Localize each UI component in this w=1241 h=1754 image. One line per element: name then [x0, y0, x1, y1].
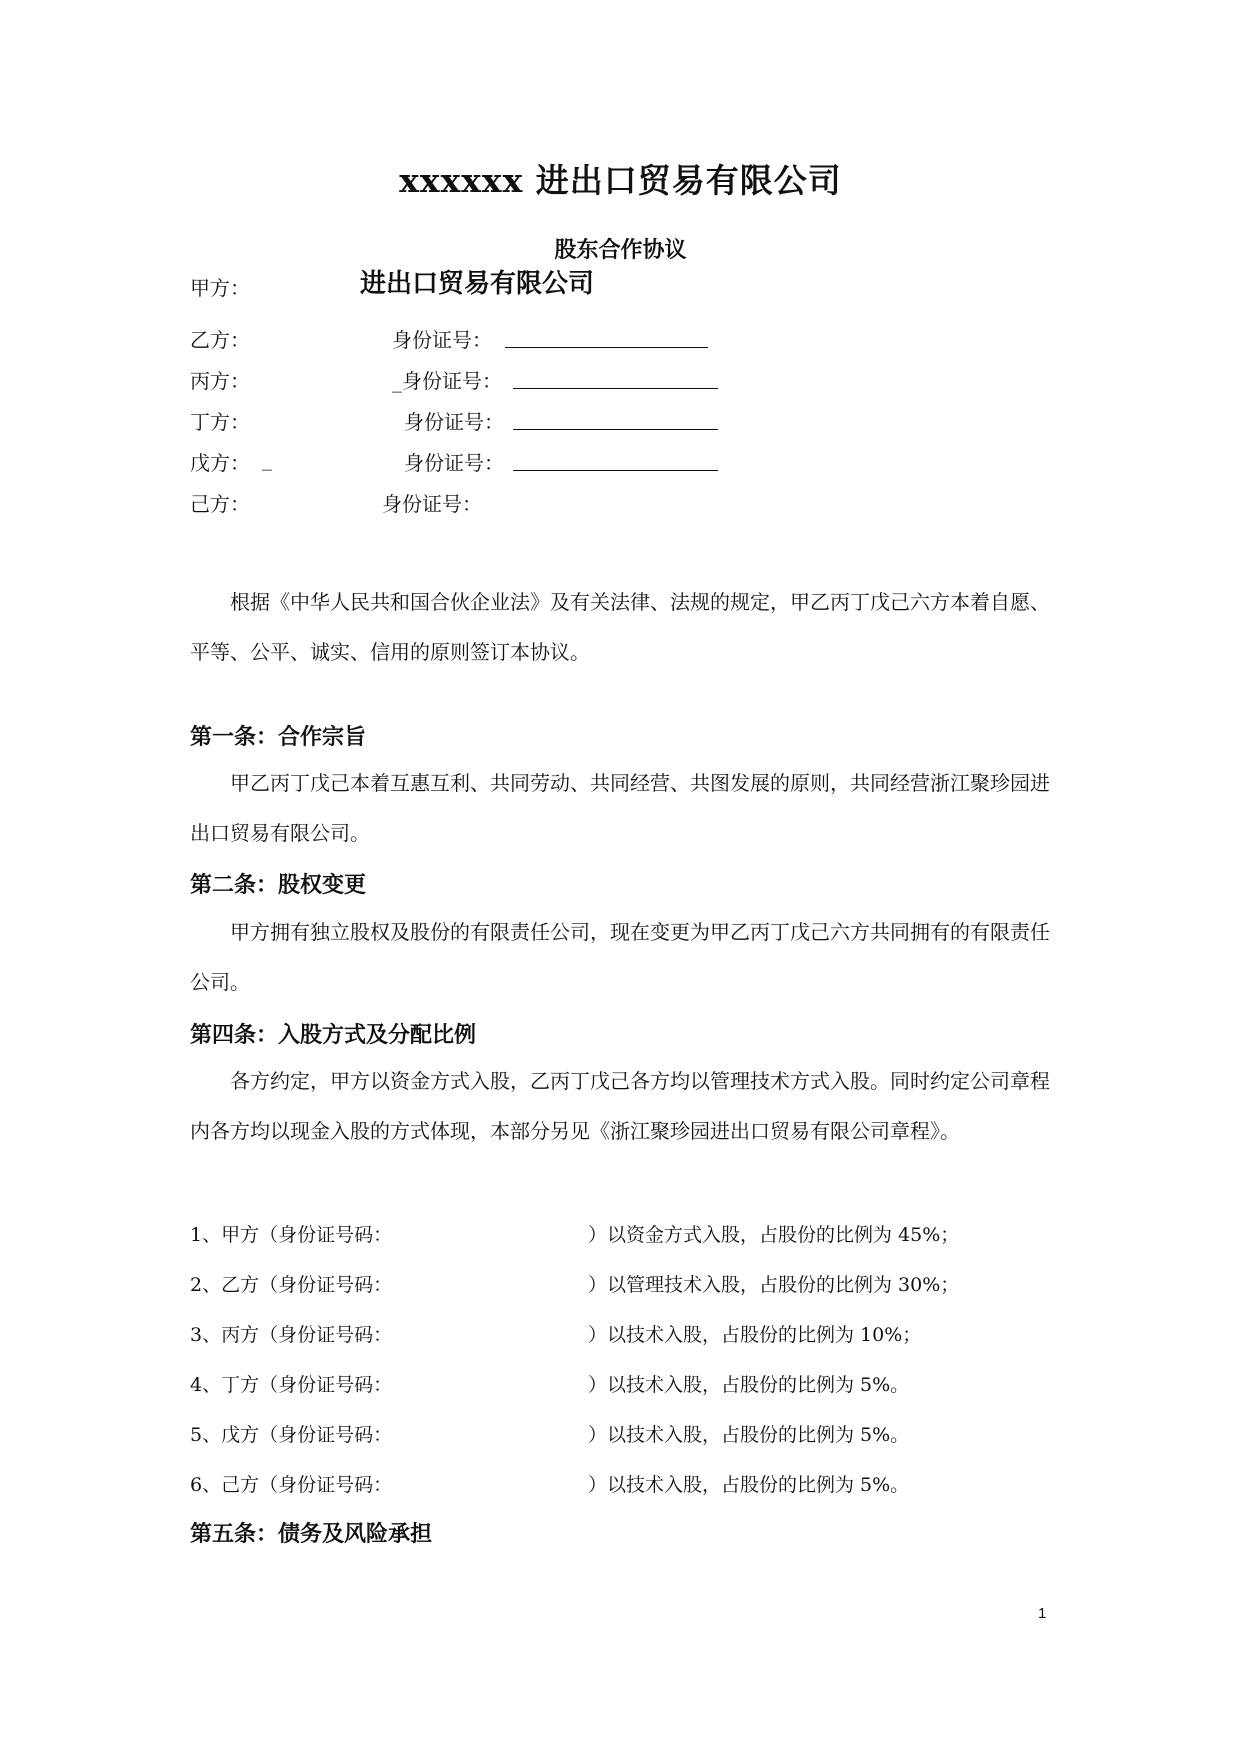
section-2-body: 甲方拥有独立股权及股份的有限责任公司，现在变更为甲乙丙丁戊己六方共同拥有的有限责任公司。 — [190, 920, 1050, 994]
party-d-id-blank — [513, 407, 718, 430]
section-5-heading: 第五条：债务及风险承担 — [190, 1521, 433, 1547]
share-row-1-left: 1、甲方（身份证号码： — [190, 1224, 393, 1246]
share-row-6-right: ）以技术入股，占股份的比例为 5%。 — [588, 1474, 910, 1496]
page-number: 1 — [1038, 1605, 1047, 1622]
party-e-marker: _ — [262, 447, 272, 471]
party-d-label: 丁方： — [190, 410, 250, 434]
party-c-id-blank — [513, 366, 718, 389]
intro-paragraph: 根据《中华人民共和国合伙企业法》及有关法律、法规的规定，甲乙丙丁戊己六方本着自愿、平等、公平、诚实、信用的原则签订本协议。 — [190, 590, 1050, 664]
share-row-5-left: 5、戊方（身份证号码： — [190, 1424, 393, 1446]
party-c-label: 丙方： — [190, 369, 250, 393]
party-e-label: 戊方： — [190, 451, 250, 475]
share-row-5-right: ）以技术入股，占股份的比例为 5%。 — [588, 1424, 910, 1446]
share-row-2-right: ）以管理技术入股，占股份的比例为 30%； — [588, 1274, 960, 1296]
section-1-heading: 第一条：合作宗旨 — [190, 724, 367, 750]
section-2-heading: 第二条：股权变更 — [190, 872, 367, 898]
party-b-id-blank — [505, 325, 708, 348]
document-subtitle: 股东合作协议 — [554, 237, 687, 263]
party-b-label: 乙方： — [190, 328, 250, 352]
section-4-body: 各方约定，甲方以资金方式入股，乙丙丁戊己各方均以管理技术方式入股。同时约定公司章程内各方均以现金入股的方式体现，本部分另见《浙江聚珍园进出口贸易有限公司章程》。 — [190, 1069, 1050, 1143]
section-1-body: 甲乙丙丁戊己本着互惠互利、共同劳动、共同经营、共图发展的原则，共同经营浙江聚珍园进出口贸易有限公司。 — [190, 771, 1050, 845]
section-4-heading: 第四条：入股方式及分配比例 — [190, 1022, 477, 1048]
party-f-id-label: 身份证号： — [382, 492, 482, 516]
party-a-name: 进出口贸易有限公司 — [360, 269, 595, 299]
party-f-label: 己方： — [190, 492, 250, 516]
party-a-label: 甲方： — [190, 276, 250, 300]
party-e-id-label: 身份证号： — [404, 451, 504, 475]
share-row-2-left: 2、乙方（身份证号码： — [190, 1274, 393, 1296]
party-e-id-blank — [513, 448, 718, 471]
share-row-4-left: 4、丁方（身份证号码： — [190, 1374, 393, 1396]
document-title: xxxxxx 进出口贸易有限公司 — [399, 161, 842, 200]
party-b-id-label: 身份证号： — [392, 328, 492, 352]
share-row-1-right: ）以资金方式入股，占股份的比例为 45%； — [588, 1224, 960, 1246]
share-row-4-right: ）以技术入股，占股份的比例为 5%。 — [588, 1374, 910, 1396]
share-row-3-left: 3、丙方（身份证号码： — [190, 1324, 393, 1346]
party-c-id-label: _身份证号： — [392, 369, 502, 393]
share-row-3-right: ）以技术入股，占股份的比例为 10%； — [588, 1324, 922, 1346]
share-row-6-left: 6、己方（身份证号码： — [190, 1474, 393, 1496]
party-d-id-label: 身份证号： — [404, 410, 504, 434]
